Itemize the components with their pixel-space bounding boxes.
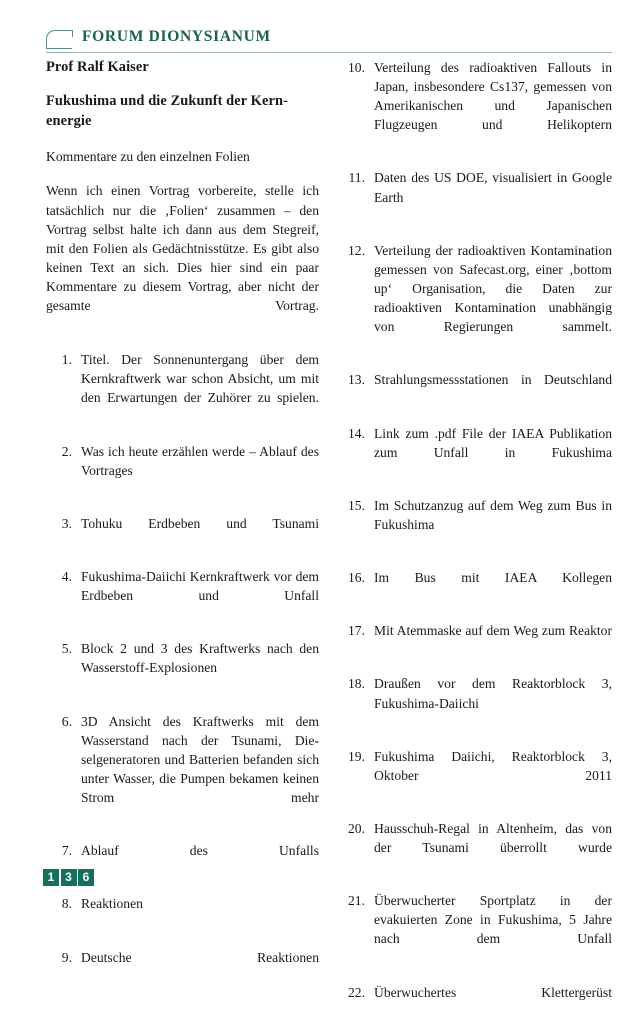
folio-digit: 6: [78, 869, 94, 886]
list-item-text: Ablauf des Unfalls: [81, 843, 319, 859]
list-item-number: 1.: [61, 352, 72, 368]
list-item-number: 20.: [348, 821, 365, 836]
column-right: [339, 58, 612, 1021]
list-item-text: Überwucherter Sportplatz in der evakuierten Zone in Fukushima, 5 Jahre nach dem Unfall: [374, 893, 612, 947]
list-item-text: Im Schutzanzug auf dem Weg zum Bus in Fukushima: [374, 497, 612, 532]
list-item: [339, 496, 612, 553]
list-item-text: Draußen vor dem Reaktorblock 3, Fukushima-Daiichi: [374, 676, 612, 711]
list-item-text: Deutsche Reaktionen: [81, 949, 319, 965]
folio-digit: 1: [43, 869, 59, 886]
list-item: [46, 350, 319, 426]
page-number-folio: [43, 869, 94, 886]
list-item-number: 15.: [348, 497, 365, 513]
list-item-number: 8.: [61, 896, 72, 912]
list-item: [339, 621, 612, 659]
list-item-number: 16.: [348, 570, 365, 586]
list-item-text: Tohuku Erdbeben und Tsunami: [81, 515, 319, 531]
list-item-text: Block 2 und 3 des Kraftwerks nach den Wasserstoff-Explosionen: [81, 641, 319, 676]
running-head-title: FORUM DIONYSIANUM: [82, 28, 271, 45]
list-item-text: Fukushima Daiichi, Reaktorblock 3, Oktober 2011: [374, 748, 612, 783]
list-item-text: Daten des US DOE, visualisiert in Google Earth: [374, 170, 612, 205]
article-title-line-1: Fukushima und die Zukunft der Kern-: [46, 93, 288, 110]
list-item: [46, 442, 319, 499]
list-item-number: 10.: [348, 60, 365, 75]
list-item-number: 11.: [348, 170, 365, 186]
list-item-number: 6.: [61, 713, 72, 729]
list-item: [46, 567, 319, 624]
list-item-text: Fukushima-Daiichi Kernkraftwerk vor dem Erdbeben und Unfall: [81, 569, 319, 604]
list-item-number: 22.: [348, 984, 365, 1000]
list-item: [46, 712, 319, 827]
list-item-text: Strahlungsmessstationen in Deutschland: [374, 372, 612, 388]
list-item-number: 13.: [348, 372, 365, 388]
list-item-text: Im Bus mit IAEA Kollegen: [374, 570, 612, 586]
list-item-text: Titel. Der Sonnenuntergang über dem Kernkraftwerk war schon Absicht, um mit den Erwartungen der Zuhörer zu spielen.: [81, 352, 319, 406]
list-item-number: 7.: [61, 843, 72, 859]
list-item: [339, 674, 612, 731]
list-item-text: Was ich heute erzählen werde – Ablauf des Vortrages: [81, 443, 319, 478]
running-head-rule: [46, 52, 612, 53]
list-item-number: 18.: [348, 676, 365, 692]
folio-digit: 3: [61, 869, 77, 886]
list-item-number: 2.: [61, 443, 72, 459]
list-item-number: 5.: [61, 641, 72, 657]
body-columns: [46, 58, 612, 1000]
list-item: [46, 948, 319, 986]
article-author: Prof Ralf Kaiser: [46, 59, 149, 75]
list-item: [46, 639, 319, 696]
list-item-number: 19.: [348, 748, 365, 764]
article-title-line-2: energie: [46, 112, 92, 129]
list-item: [46, 514, 319, 552]
list-item: [339, 241, 612, 356]
list-item-number: 3.: [61, 515, 72, 531]
article-intro-paragraph: Wenn ich einen Vortrag vorbereite, stelle ich tatsächlich nur die ‚Folien‘ zusammen – den Vortrag selbst halte ich dann aus dem Stegreif, mit den Folien als Gedächtnisstütze. Es gibt also keinen Text an sich. Dies hier sind ein paar Kommentare zu diesem Vortrag, aber nicht der gesamte Vortrag.: [46, 183, 319, 313]
list-item-number: 4.: [61, 569, 72, 585]
column-left: [46, 58, 319, 986]
list-item-text: Verteilung der radioaktiven Kontamination gemessen von Safecast.org, einer ‚bottom up‘ Organisation, die Daten zur radioaktiven Kontamination unabhängig von Regierungen sammelt.: [374, 242, 612, 335]
list-item-number: 21.: [348, 893, 365, 909]
list-item: [339, 568, 612, 606]
list-item-text: Link zum .pdf File der IAEA Publikation zum Unfall in Fukushima: [374, 425, 612, 460]
list-item: [339, 747, 612, 804]
list-item: [339, 370, 612, 408]
bracket-corner-icon: [46, 30, 72, 49]
list-item-text: Reaktionen: [81, 896, 143, 912]
list-item: [46, 894, 319, 932]
list-item: [339, 819, 612, 876]
list-item-text: Überwuchertes Klettergerüst: [374, 984, 612, 1000]
article-title: [46, 92, 319, 130]
list-item-number: 17.: [348, 623, 365, 639]
list-item-text: 3D Ansicht des Kraftwerks mit dem Wasserstand nach der Tsunami, Dieselgeneratoren und Batterien befanden sich unter Wasser, die Pumpen bekamen keinen Strom mehr: [81, 713, 319, 805]
list-item: [339, 168, 612, 225]
list-item-number: 14.: [348, 425, 365, 441]
list-item: [339, 424, 612, 481]
slide-comment-list-right: [339, 58, 612, 1021]
list-item: [339, 891, 612, 967]
list-item-text: Hausschuh-Regal in Altenheim, das von der Tsunami überrollt wurde: [374, 821, 612, 856]
list-item-number: 9.: [61, 949, 72, 965]
list-item-text: Mit Atemmaske auf dem Weg zum Reaktor: [374, 623, 612, 639]
running-head: [46, 28, 612, 54]
list-item-text: Verteilung des radioaktiven Fallouts in Japan, insbesondere Cs137, gemessen von Amerikanischen und Japanischen Flugzeugen und Helikoptern: [374, 60, 612, 133]
list-item: [339, 58, 612, 153]
list-item-number: 12.: [348, 242, 365, 258]
list-item: [339, 983, 612, 1021]
slide-comment-list-left: [46, 350, 319, 986]
article-subtitle: Kommentare zu den einzelnen Folien: [46, 148, 250, 164]
